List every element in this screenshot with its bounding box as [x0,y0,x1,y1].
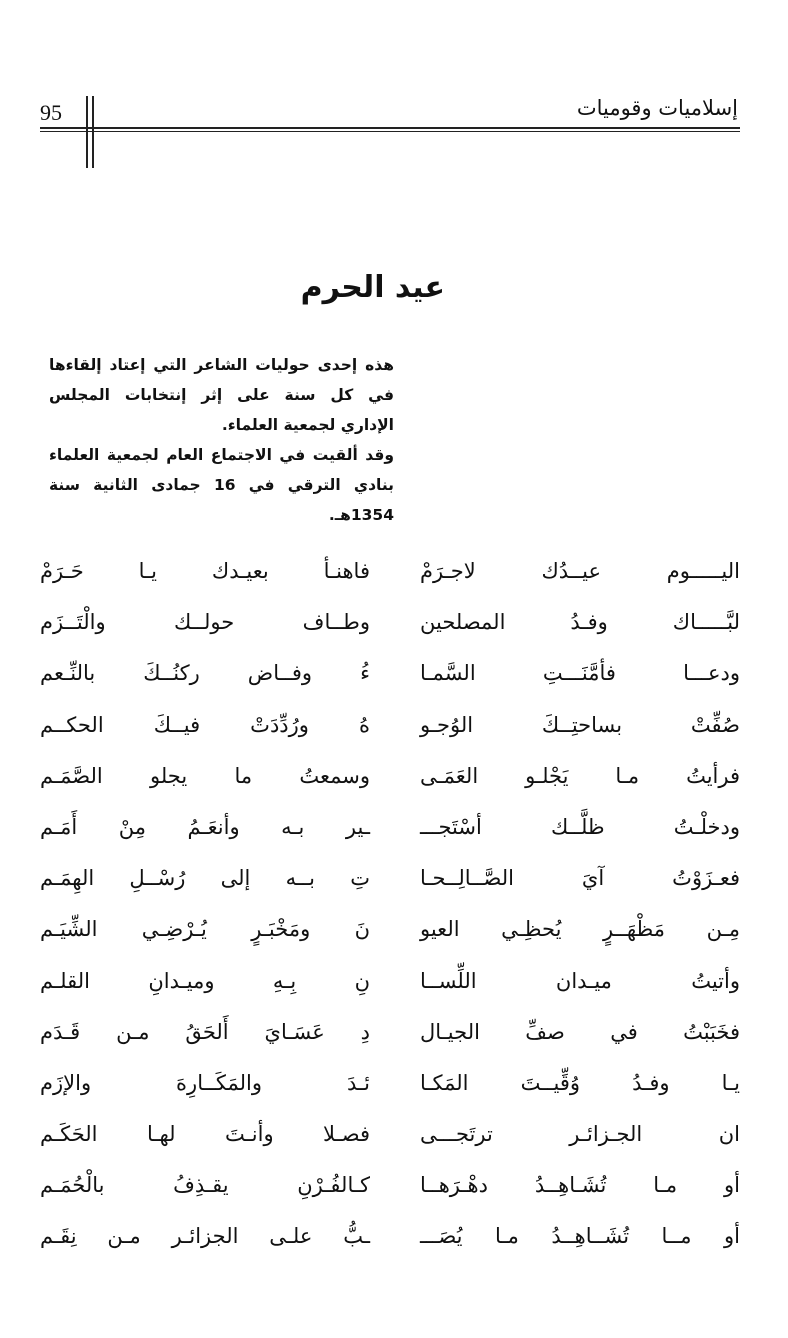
header-vertical-rule [86,96,88,168]
header-vertical-rule [92,96,94,168]
verse-first-hemistich: فخَبَبْتُ في صفِّ الجيـال [420,1019,740,1044]
verse [40,604,740,655]
verse-second-hemistich: هُ ورُدِّدَتْ فيــكَ الحكــم [40,712,370,737]
verse [40,911,740,962]
poem [40,553,740,1270]
verse-second-hemistich: نِ بِـهِ وميـدانِ القلـم [40,968,370,993]
verse [40,1116,740,1167]
verse-second-hemistich: تِ بــه إلى رُسْــلِ الهِمَـم [40,866,370,891]
verse [40,1167,740,1218]
verse [40,809,740,860]
verse-first-hemistich: أو مــا تُشَــاهِــدُ مـا يُصَـــ [420,1224,740,1249]
verse-second-hemistich: ـبُّ علـى الجزائـر مـن نِقَـم [40,1224,370,1249]
verse [40,707,740,758]
verse-first-hemistich: ودخلْـتُ ظلَّــك أسْتَجـــ [420,814,740,839]
verse [40,1014,740,1065]
intro-note [49,350,394,530]
verse-first-hemistich: اليـــــوم عيــدُك لاجـرَمْ [420,559,740,583]
page-number: 95 [40,100,62,125]
verse-second-hemistich: ءُ وفــاض ركنُــكَ بالنِّـعم [40,661,370,686]
verse-first-hemistich: ودعـــا فأمَّنَـــتِ السَّمـا [420,661,740,686]
verse-second-hemistich: ـير بـه وأنعَـمُ مِنْ أَمَـم [40,814,370,839]
verse [40,655,740,706]
intro-paragraph: وقد ألقيت في الاجتماع العام لجمعية العلماء بنادي الترقي في 16 جمادى الثانية سنة 1354هـ. [49,446,394,524]
verse-second-hemistich: فصـلا وأنـتَ لهـا الحَكَـم [40,1122,370,1147]
verse [40,1065,740,1116]
verse-second-hemistich: كـالفُـرْنِ يقـذِفُ بالْحُمَـم [40,1173,370,1198]
verse [40,758,740,809]
verse-first-hemistich: مِـن مَظْهَــرٍ يُحظِـي العيو [420,917,740,942]
header-rule-thin [40,131,740,132]
verse [40,1218,740,1269]
verse-second-hemistich: ئـدَ والمَكَــارِهَ والإزَم [40,1070,370,1095]
verse-second-hemistich: فاهنـأ بعيـدك يـا حَـرَمْ [40,559,370,583]
verse-second-hemistich: وطــاف حولــك والْتَــزَم [40,610,370,635]
running-title: إسلاميات وقوميات [576,96,738,120]
verse-first-hemistich: ان الجـزائـر ترتَجـــى [420,1122,740,1147]
verse-second-hemistich: دِ عَسَـايَ أَلحَقُ مـن قَـدَم [40,1019,370,1044]
verse [40,963,740,1014]
verse-first-hemistich: صُفِّتْ بساحتِــكَ الوُجـو [420,712,740,737]
verse [40,860,740,911]
verse-second-hemistich: نَ ومَخْبَـرٍ يُـرْضِـي الشِّيَـم [40,917,370,942]
header-rule [40,127,740,129]
verse-first-hemistich: فعـزَوْتُ آيَ الصَّــالِــحـا [420,866,740,891]
poem-title: عيد الحرم [300,270,445,305]
verse-first-hemistich: لبَّـــــاك وفـدُ المصلحين [420,610,740,635]
verse [40,553,740,604]
verse-first-hemistich: يـا وفـدُ وُقِّيــتَ المَكـا [420,1070,740,1095]
page-header [0,0,788,180]
verse-first-hemistich: أو مـا تُشَـاهِــدُ دهْـرَهــا [420,1173,740,1198]
verse-first-hemistich: فرأيتُ مـا يَجْلـو العَمَـى [420,763,740,788]
verse-second-hemistich: وسمعتُ ما يجلو الصَّمَـم [40,763,370,788]
verse-first-hemistich: وأتيتُ ميـدان اللِّســا [420,968,740,993]
intro-paragraph: هذه إحدى حوليات الشاعر التي إعتاد إلقاءها في كل سنة على إثر إنتخابات المجلس الإداري لجمعية العلماء. [49,356,394,434]
